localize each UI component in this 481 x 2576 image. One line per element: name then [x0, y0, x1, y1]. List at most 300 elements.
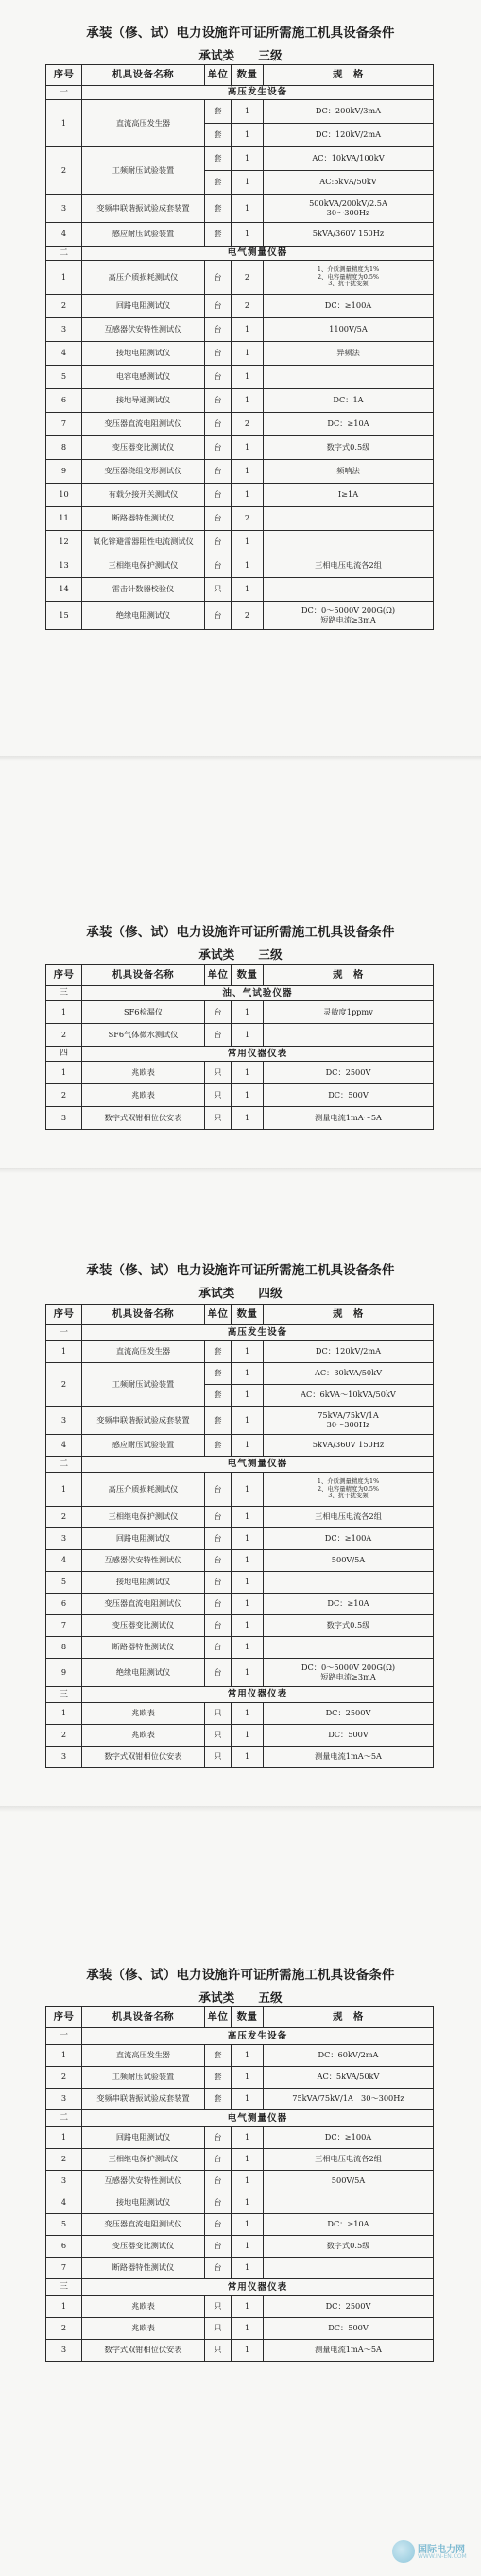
- table-row: [46, 554, 434, 578]
- quantity-cell: 1: [232, 2214, 264, 2236]
- header-cell: 机具设备名称: [82, 1305, 205, 1325]
- spec-cell: DC：500V: [264, 2318, 434, 2340]
- quantity-cell: 1: [232, 389, 264, 413]
- header-cell: 单位: [205, 2007, 232, 2028]
- equipment-name: 接地电阻测试仪: [82, 2192, 205, 2214]
- spec-cell: 75kVA/75kV/1A 30～300Hz: [264, 1407, 434, 1435]
- header-cell: 规 格: [264, 965, 434, 986]
- quantity-cell: 1: [232, 2067, 264, 2089]
- spec-cell: [264, 366, 434, 389]
- equipment-name: 回路电阻测试仪: [82, 1528, 205, 1550]
- row-number: 1: [46, 2296, 82, 2318]
- unit-cell: 只: [205, 2318, 232, 2340]
- table-row: [46, 1594, 434, 1615]
- section-title: 电气测量仪器: [82, 2110, 434, 2127]
- spec-cell: AC：10kVA/100kV: [264, 147, 434, 171]
- row-number: 12: [46, 531, 82, 554]
- quantity-cell: 2: [232, 602, 264, 630]
- row-number: 6: [46, 1594, 82, 1615]
- unit-cell: 套: [205, 2067, 232, 2089]
- table-row: [46, 484, 434, 507]
- quantity-cell: 1: [232, 1363, 264, 1385]
- spec-cell: DC：0～5000V 200G(Ω) 短路电流≥3mA: [264, 602, 434, 630]
- equipment-table: [45, 1304, 434, 1768]
- equipment-name: 接地导通测试仪: [82, 389, 205, 413]
- equipment-name: 数字式双钳相位伏安表: [82, 2340, 205, 2362]
- section-title: 油、气试验仪器: [82, 986, 434, 1001]
- spec-cell: 1100V/5A: [264, 318, 434, 342]
- table-row: [46, 1550, 434, 1572]
- header-cell: 数量: [232, 1305, 264, 1325]
- unit-cell: 台: [205, 1659, 232, 1687]
- section-number: 二: [46, 1457, 82, 1473]
- table-row: [46, 223, 434, 247]
- unit-cell: 只: [205, 1747, 232, 1768]
- spec-cell: DC：200kV/3mA: [264, 100, 434, 124]
- spec-cell: 75kVA/75kV/1A 30～300Hz: [264, 2089, 434, 2110]
- row-number: 3: [46, 2171, 82, 2192]
- equipment-name: 感应耐压试验装置: [82, 223, 205, 247]
- table-row: [46, 295, 434, 318]
- row-number: 14: [46, 578, 82, 602]
- equipment-name: 变压器变比测试仪: [82, 2236, 205, 2258]
- table-row: [46, 1363, 434, 1385]
- header-cell: 序号: [46, 1305, 82, 1325]
- table-row: [46, 1572, 434, 1594]
- equipment-name: 断路器特性测试仪: [82, 1637, 205, 1659]
- equipment-name: 变频串联谐振试验成套装置: [82, 2089, 205, 2110]
- unit-cell: 台: [205, 484, 232, 507]
- equipment-name: 回路电阻测试仪: [82, 295, 205, 318]
- equipment-name: 数字式双钳相位伏安表: [82, 1747, 205, 1768]
- table-row: [46, 1615, 434, 1637]
- spec-cell: AC：6kVA～10kVA/50kV: [264, 1385, 434, 1407]
- unit-cell: 台: [205, 1024, 232, 1047]
- row-number: 6: [46, 389, 82, 413]
- row-number: 2: [46, 1363, 82, 1407]
- unit-cell: 只: [205, 1703, 232, 1725]
- unit-cell: 台: [205, 2127, 232, 2149]
- quantity-cell: 1: [232, 147, 264, 171]
- equipment-name: 直流高压发生器: [82, 1341, 205, 1363]
- quantity-cell: 1: [232, 2340, 264, 2362]
- quantity-cell: 1: [232, 1084, 264, 1107]
- table-row: [46, 2296, 434, 2318]
- row-number: 9: [46, 460, 82, 484]
- equipment-table: [45, 964, 434, 1130]
- spec-cell: 500V/5A: [264, 1550, 434, 1572]
- row-number: 3: [46, 1407, 82, 1435]
- unit-cell: 台: [205, 2214, 232, 2236]
- row-number: 15: [46, 602, 82, 630]
- row-number: 2: [46, 147, 82, 195]
- equipment-name: 直流高压发生器: [82, 100, 205, 147]
- row-number: 2: [46, 295, 82, 318]
- section-row: [46, 1457, 434, 1473]
- spec-cell: DC：≥100A: [264, 1528, 434, 1550]
- quantity-cell: 1: [232, 2089, 264, 2110]
- row-number: 4: [46, 342, 82, 366]
- row-number: 1: [46, 100, 82, 147]
- unit-cell: 套: [205, 223, 232, 247]
- quantity-cell: 2: [232, 261, 264, 295]
- table-row: [46, 578, 434, 602]
- equipment-name: 绝缘电阻测试仪: [82, 602, 205, 630]
- section-title: 常用仪器仪表: [82, 2279, 434, 2296]
- quantity-cell: 1: [232, 1615, 264, 1637]
- spec-cell: 灵敏度1ppmv: [264, 1001, 434, 1024]
- spec-cell: 500kVA/200kV/2.5A 30～300Hz: [264, 195, 434, 223]
- table-row: [46, 147, 434, 171]
- row-number: 1: [46, 2127, 82, 2149]
- equipment-name: 有载分接开关测试仪: [82, 484, 205, 507]
- quantity-cell: 1: [232, 1507, 264, 1528]
- watermark-url: WWW.IN-EN.COM: [418, 2553, 467, 2560]
- equipment-table: [45, 64, 434, 630]
- quantity-cell: 1: [232, 171, 264, 195]
- row-number: 1: [46, 2045, 82, 2067]
- header-cell: 单位: [205, 965, 232, 986]
- equipment-name: SF6气体微水测试仪: [82, 1024, 205, 1047]
- quantity-cell: 1: [232, 1001, 264, 1024]
- unit-cell: 套: [205, 1385, 232, 1407]
- quantity-cell: 1: [232, 1747, 264, 1768]
- spec-cell: 数字式0.5级: [264, 1615, 434, 1637]
- row-number: 7: [46, 2258, 82, 2279]
- equipment-name: 互感器伏安特性测试仪: [82, 1550, 205, 1572]
- table-row: [46, 389, 434, 413]
- spec-cell: DC：2500V: [264, 1062, 434, 1084]
- unit-cell: 台: [205, 2192, 232, 2214]
- quantity-cell: 1: [232, 1572, 264, 1594]
- spec-cell: DC：120kV/2mA: [264, 124, 434, 147]
- unit-cell: 台: [205, 1637, 232, 1659]
- table-row: [46, 2192, 434, 2214]
- header-cell: 单位: [205, 65, 232, 86]
- table-row: [46, 2214, 434, 2236]
- header-cell: 数量: [232, 65, 264, 86]
- unit-cell: 套: [205, 147, 232, 171]
- equipment-name: 变压器直流电阻测试仪: [82, 413, 205, 436]
- spec-cell: 测量电流1mA～5A: [264, 1107, 434, 1130]
- row-number: 7: [46, 413, 82, 436]
- spec-cell: [264, 2258, 434, 2279]
- watermark-text: 国际电力网: [418, 2545, 465, 2555]
- unit-cell: 台: [205, 1507, 232, 1528]
- quantity-cell: 2: [232, 295, 264, 318]
- spec-cell: DC：2500V: [264, 2296, 434, 2318]
- table-row: [46, 1407, 434, 1435]
- globe-icon: [392, 2540, 415, 2563]
- section-number: 三: [46, 2279, 82, 2296]
- table-row: [46, 2171, 434, 2192]
- equipment-name: 断路器特性测试仪: [82, 2258, 205, 2279]
- row-number: 2: [46, 1725, 82, 1747]
- quantity-cell: 1: [232, 1341, 264, 1363]
- quantity-cell: 1: [232, 1407, 264, 1435]
- unit-cell: 套: [205, 1341, 232, 1363]
- section-number: 四: [46, 1047, 82, 1062]
- row-number: 5: [46, 1572, 82, 1594]
- unit-cell: 台: [205, 2258, 232, 2279]
- table-row: [46, 1084, 434, 1107]
- row-number: 3: [46, 1107, 82, 1130]
- section-title: 常用仪器仪表: [82, 1047, 434, 1062]
- spec-cell: AC:5kVA/50kV: [264, 171, 434, 195]
- section-number: 一: [46, 1325, 82, 1341]
- row-number: 1: [46, 1473, 82, 1507]
- quantity-cell: 1: [232, 460, 264, 484]
- table-row: [46, 1473, 434, 1507]
- table-row: [46, 2236, 434, 2258]
- table-row: [46, 1024, 434, 1047]
- table-row: [46, 1703, 434, 1725]
- row-number: 5: [46, 366, 82, 389]
- section-row: [46, 2028, 434, 2045]
- section-row: [46, 2279, 434, 2296]
- section-row: [46, 1325, 434, 1341]
- section-number: 二: [46, 247, 82, 261]
- spec-cell: DC：120kV/2mA: [264, 1341, 434, 1363]
- row-number: 1: [46, 1703, 82, 1725]
- row-number: 3: [46, 195, 82, 223]
- equipment-name: 兆欧表: [82, 1062, 205, 1084]
- table-row: [46, 2258, 434, 2279]
- equipment-name: 兆欧表: [82, 2318, 205, 2340]
- equipment-name: 变压器直流电阻测试仪: [82, 2214, 205, 2236]
- row-number: 3: [46, 318, 82, 342]
- spec-cell: 1、介质测量精度为1% 2、电容量精度为0.5% 3、抗干扰变频: [264, 1473, 434, 1507]
- spec-cell: DC：2500V: [264, 1703, 434, 1725]
- spec-cell: [264, 1637, 434, 1659]
- table-header: [46, 2007, 434, 2028]
- unit-cell: 只: [205, 2340, 232, 2362]
- unit-cell: 套: [205, 124, 232, 147]
- unit-cell: 台: [205, 1550, 232, 1572]
- section-title: 高压发生设备: [82, 1325, 434, 1341]
- page-3: [0, 1173, 481, 1806]
- table-row: [46, 1107, 434, 1130]
- equipment-name: 变压器变比测试仪: [82, 436, 205, 460]
- quantity-cell: 1: [232, 1024, 264, 1047]
- quantity-cell: 2: [232, 507, 264, 531]
- equipment-name: SF6检漏仪: [82, 1001, 205, 1024]
- row-number: 2: [46, 2149, 82, 2171]
- quantity-cell: 1: [232, 1594, 264, 1615]
- quantity-cell: 1: [232, 100, 264, 124]
- spec-cell: DC：500V: [264, 1725, 434, 1747]
- spec-cell: [264, 578, 434, 602]
- spec-cell: 5kVA/360V 150Hz: [264, 1435, 434, 1457]
- row-number: 1: [46, 1001, 82, 1024]
- equipment-name: 变压器绕组变形测试仪: [82, 460, 205, 484]
- quantity-cell: 1: [232, 1725, 264, 1747]
- equipment-name: 互感器伏安特性测试仪: [82, 318, 205, 342]
- spec-cell: [264, 2192, 434, 2214]
- page-title: 承装（修、试）电力设施许可证所需施工机具设备条件: [86, 1968, 395, 1983]
- table-row: [46, 1435, 434, 1457]
- header-cell: 机具设备名称: [82, 65, 205, 86]
- quantity-cell: 1: [232, 1062, 264, 1084]
- spec-cell: [264, 1572, 434, 1594]
- equipment-name: 感应耐压试验装置: [82, 1435, 205, 1457]
- table-row: [46, 2089, 434, 2110]
- unit-cell: 台: [205, 318, 232, 342]
- row-number: 3: [46, 2340, 82, 2362]
- row-number: 3: [46, 1747, 82, 1768]
- quantity-cell: 1: [232, 554, 264, 578]
- section-number: 二: [46, 2110, 82, 2127]
- quantity-cell: 1: [232, 1659, 264, 1687]
- table-row: [46, 1725, 434, 1747]
- unit-cell: 台: [205, 2171, 232, 2192]
- unit-cell: 只: [205, 1084, 232, 1107]
- quantity-cell: 2: [232, 413, 264, 436]
- quantity-cell: 1: [232, 1385, 264, 1407]
- quantity-cell: 1: [232, 2236, 264, 2258]
- unit-cell: 套: [205, 195, 232, 223]
- row-number: 11: [46, 507, 82, 531]
- row-number: 8: [46, 1637, 82, 1659]
- quantity-cell: 1: [232, 484, 264, 507]
- row-number: 3: [46, 1528, 82, 1550]
- row-number: 2: [46, 1507, 82, 1528]
- quantity-cell: 1: [232, 2296, 264, 2318]
- unit-cell: 只: [205, 1062, 232, 1084]
- equipment-name: 数字式双钳相位伏安表: [82, 1107, 205, 1130]
- unit-cell: 套: [205, 1363, 232, 1385]
- unit-cell: 台: [205, 1001, 232, 1024]
- unit-cell: 台: [205, 389, 232, 413]
- table-row: [46, 1637, 434, 1659]
- spec-cell: AC：30kVA/50kV: [264, 1363, 434, 1385]
- spec-cell: 数字式0.5级: [264, 2236, 434, 2258]
- unit-cell: 台: [205, 507, 232, 531]
- spec-cell: DC：60kV/2mA: [264, 2045, 434, 2067]
- spec-cell: [264, 507, 434, 531]
- table-row: [46, 2149, 434, 2171]
- equipment-name: 接地电阻测试仪: [82, 1572, 205, 1594]
- equipment-name: 直流高压发生器: [82, 2045, 205, 2067]
- equipment-table: [45, 2006, 434, 2362]
- header-cell: 机具设备名称: [82, 965, 205, 986]
- row-number: 5: [46, 2214, 82, 2236]
- equipment-name: 兆欧表: [82, 1725, 205, 1747]
- header-cell: 序号: [46, 65, 82, 86]
- equipment-name: 高压介质损耗测试仪: [82, 1473, 205, 1507]
- equipment-name: 变压器直流电阻测试仪: [82, 1594, 205, 1615]
- spec-cell: 测量电流1mA～5A: [264, 1747, 434, 1768]
- spec-cell: 5kVA/360V 150Hz: [264, 223, 434, 247]
- quantity-cell: 1: [232, 1435, 264, 1457]
- section-title: 高压发生设备: [82, 2028, 434, 2045]
- equipment-name: 变压器变比测试仪: [82, 1615, 205, 1637]
- header-cell: 序号: [46, 2007, 82, 2028]
- row-number: 1: [46, 1062, 82, 1084]
- unit-cell: 台: [205, 1594, 232, 1615]
- quantity-cell: 1: [232, 1703, 264, 1725]
- table-row: [46, 366, 434, 389]
- table-row: [46, 1528, 434, 1550]
- page-1: [0, 0, 481, 756]
- spec-cell: 数字式0.5级: [264, 436, 434, 460]
- table-header: [46, 65, 434, 86]
- spec-cell: I≥1A: [264, 484, 434, 507]
- page-title: 承装（修、试）电力设施许可证所需施工机具设备条件: [86, 925, 395, 940]
- section-number: 三: [46, 986, 82, 1001]
- row-number: 9: [46, 1659, 82, 1687]
- unit-cell: 台: [205, 295, 232, 318]
- section-number: 一: [46, 86, 82, 100]
- equipment-name: 互感器伏安特性测试仪: [82, 2171, 205, 2192]
- unit-cell: 台: [205, 1572, 232, 1594]
- unit-cell: 台: [205, 460, 232, 484]
- header-cell: 数量: [232, 2007, 264, 2028]
- spec-cell: DC：≥10A: [264, 2214, 434, 2236]
- equipment-name: 三相继电保护测试仪: [82, 2149, 205, 2171]
- page-4: [0, 1812, 481, 2576]
- unit-cell: 台: [205, 531, 232, 554]
- table-row: [46, 460, 434, 484]
- unit-cell: 台: [205, 1615, 232, 1637]
- quantity-cell: 1: [232, 342, 264, 366]
- table-row: [46, 531, 434, 554]
- spec-cell: 500V/5A: [264, 2171, 434, 2192]
- spec-cell: 三相电压电流各2组: [264, 2149, 434, 2171]
- quantity-cell: 1: [232, 195, 264, 223]
- equipment-name: 三相继电保护测试仪: [82, 1507, 205, 1528]
- equipment-name: 雷击计数器校验仪: [82, 578, 205, 602]
- table-row: [46, 2045, 434, 2067]
- header-cell: 序号: [46, 965, 82, 986]
- equipment-name: 接地电阻测试仪: [82, 342, 205, 366]
- quantity-cell: 1: [232, 2045, 264, 2067]
- quantity-cell: 1: [232, 223, 264, 247]
- quantity-cell: 1: [232, 1473, 264, 1507]
- quantity-cell: 1: [232, 1550, 264, 1572]
- unit-cell: 台: [205, 413, 232, 436]
- spec-cell: DC：0～5000V 200G(Ω) 短路电流≥3mA: [264, 1659, 434, 1687]
- unit-cell: 套: [205, 1435, 232, 1457]
- section-row: [46, 247, 434, 261]
- row-number: 8: [46, 436, 82, 460]
- quantity-cell: 1: [232, 2192, 264, 2214]
- table-row: [46, 602, 434, 630]
- table-row: [46, 2340, 434, 2362]
- unit-cell: 台: [205, 2149, 232, 2171]
- row-number: 4: [46, 1435, 82, 1457]
- section-number: 一: [46, 2028, 82, 2045]
- table-row: [46, 1062, 434, 1084]
- table-header: [46, 965, 434, 986]
- equipment-name: 兆欧表: [82, 1703, 205, 1725]
- row-number: 3: [46, 2089, 82, 2110]
- quantity-cell: 1: [232, 366, 264, 389]
- table-row: [46, 2127, 434, 2149]
- quantity-cell: 1: [232, 2318, 264, 2340]
- equipment-name: 高压介质损耗测试仪: [82, 261, 205, 295]
- table-row: [46, 195, 434, 223]
- quantity-cell: 1: [232, 124, 264, 147]
- row-number: 4: [46, 223, 82, 247]
- table-row: [46, 1341, 434, 1363]
- row-number: 7: [46, 1615, 82, 1637]
- unit-cell: 台: [205, 2236, 232, 2258]
- unit-cell: 台: [205, 602, 232, 630]
- table-row: [46, 436, 434, 460]
- table-row: [46, 413, 434, 436]
- page-subtitle: 承试类 三级: [198, 947, 283, 962]
